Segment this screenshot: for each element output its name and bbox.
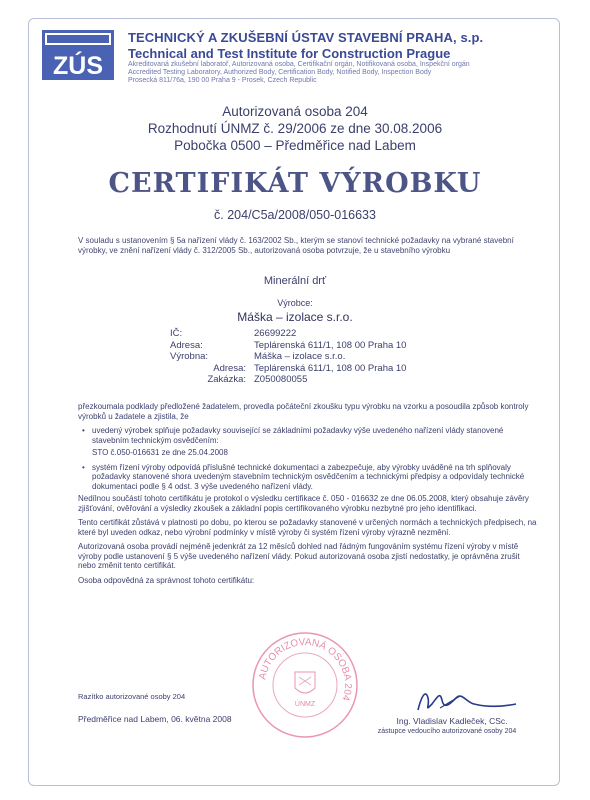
- detail-key: IČ:: [170, 328, 183, 339]
- zus-logo: [42, 30, 114, 80]
- body-paragraph: Autorizovaná osoba provádí nejméně jedenkrát za 12 měsíců dohled nad řádným fungováním systému řízení výroby v místě výroby podle ustanovení § 5 výše uvedeného nařízení vlády. Pokud autorizovaná osoba zjistí nedostatky, je oprávněna zrušit nebo změnit tento certifikát.: [78, 542, 520, 570]
- manufacturer-details: [170, 328, 406, 386]
- seal-label: Razítko autorizované osoby 204: [78, 692, 186, 701]
- bullet-text: systém řízení výroby odpovídá příslušné technické dokumentaci a zabezpečuje, aby výrobky uváděné na trh splňovaly požadavky stanovené shora uvedeným stavebním technickým osvědčením a technickými předpisy a odpovídaly technické dokumentaci podle § 4 odst. 3 výše uvedeného nařízení vlády.: [92, 462, 525, 491]
- body-paragraph: Tento certifikát zůstává v platnosti po dobu, po kterou se požadavky stanovené v určených normách a technických předpisech, na které byl uveden odkaz, nebo výrobní podmínky v místě výroby či systém řízení výroby výrazně nezmění.: [78, 518, 537, 537]
- certificate-number: č. 204/C5a/2008/050-016633: [214, 208, 376, 222]
- detail-value: Z050080055: [254, 374, 308, 385]
- body-paragraph: přezkoumala podklady předložené žadatelem, provedla počáteční zkoušku typu výrobku na vzorku a posoudila způsob kontroly výrobků u žadatele a zjistila, že: [78, 402, 529, 421]
- manufacturer-label: Výrobce:: [277, 298, 313, 308]
- responsible-person-line: Osoba odpovědná za správnost tohoto certifikátu:: [78, 575, 255, 585]
- institute-info-line: Accredited Testing Laboratory, Authorized Body, Certification Body, Notified Body, Inspection Body: [128, 69, 432, 76]
- institute-name-cz: TECHNICKÝ A ZKUŠEBNÍ ÚSTAV STAVEBNÍ PRAHA, s.p.: [128, 30, 484, 45]
- certificate-title: CERTIFIKÁT VÝROBKU: [108, 168, 482, 199]
- institute-name-en: Technical and Test Institute for Construction Prague: [128, 46, 451, 61]
- detail-key: Adresa:: [213, 362, 246, 374]
- signature: [410, 684, 520, 718]
- detail-value: Máška – izolace s.r.o.: [254, 351, 346, 362]
- authority-line-1: Autorizovaná osoba 204: [222, 104, 368, 119]
- detail-value: Teplárenská 611/1, 108 00 Praha 10: [254, 339, 407, 351]
- institute-info: [128, 61, 558, 85]
- bullet-item: [82, 426, 538, 445]
- signer-name: Ing. Vladislav Kadleček, CSc.: [396, 716, 508, 726]
- institute-info-line: Akreditovaná zkušební laboratoř, Autorizovaná osoba, Certifikační orgán, Notifikovaná osoba, Inspekční orgán: [128, 61, 470, 68]
- detail-key: Zakázka:: [207, 374, 246, 385]
- bullet-icon: •: [82, 426, 85, 435]
- sto-reference: STO č.050-016631 ze dne 25.04.2008: [92, 448, 228, 457]
- manufacturer-name: Máška – izolace s.r.o.: [237, 310, 353, 324]
- certificate-body: [78, 402, 538, 590]
- detail-key: Adresa:: [170, 339, 203, 351]
- detail-key: Výrobna:: [170, 351, 209, 362]
- bullet-text: uvedený výrobek splňuje požadavky související se základními požadavky výše uvedeného nařízení vlády stanovené stavebním technickým osvědčením:: [92, 426, 504, 445]
- svg-text:ÚNMZ: ÚNMZ: [294, 701, 316, 708]
- signer-role: zástupce vedoucího autorizované osoby 204: [377, 728, 517, 735]
- svg-text:AUTORIZOVANÁ OSOBA 204: AUTORIZOVANÁ OSOBA 204: [257, 636, 354, 702]
- place-date: Předměřice nad Labem, 06. května 2008: [78, 714, 232, 724]
- detail-value: 26699222: [254, 328, 297, 339]
- detail-value: Teplárenská 611/1, 108 00 Praha 10: [254, 362, 407, 374]
- intro-paragraph: V souladu s ustanovením § 5a nařízení vlády č. 163/2002 Sb., kterým se stanoví technické požadavky na vybrané stavební výrobky, ve znění nařízení vlády č. 312/2005 Sb., autorizovaná osoba potvrzuje, že u stavebního výrobku: [78, 236, 514, 255]
- institute-info-line: Prosecká 811/76a, 190 00 Praha 9 - Prosek, Czech Republic: [128, 77, 317, 84]
- svg-text:ZÚS: ZÚS: [53, 52, 103, 80]
- authority-line-2: Rozhodnutí ÚNMZ č. 29/2006 ze dne 30.08.2006: [147, 121, 443, 136]
- detail-row: [170, 351, 406, 363]
- body-paragraph: Nedílnou součástí tohoto certifikátu je protokol o výsledku certifikace č. 050 - 016632 ze dne 06.05.2008, který obsahuje závěry zjišťování, ověřování a výsledky zkoušek a základní popis certifikovaného výrobku nezbytné pro jeho identifikaci.: [78, 494, 529, 513]
- authority-line-3: Pobočka 0500 – Předměřice nad Labem: [174, 138, 416, 153]
- bullet-icon: •: [82, 462, 85, 472]
- detail-row: [170, 374, 406, 386]
- detail-row: [170, 363, 406, 375]
- detail-row: [170, 328, 406, 340]
- bullet-item: [82, 463, 538, 492]
- detail-row: [170, 340, 406, 352]
- product-name: Minerální drť: [263, 275, 327, 287]
- official-stamp: [250, 630, 360, 740]
